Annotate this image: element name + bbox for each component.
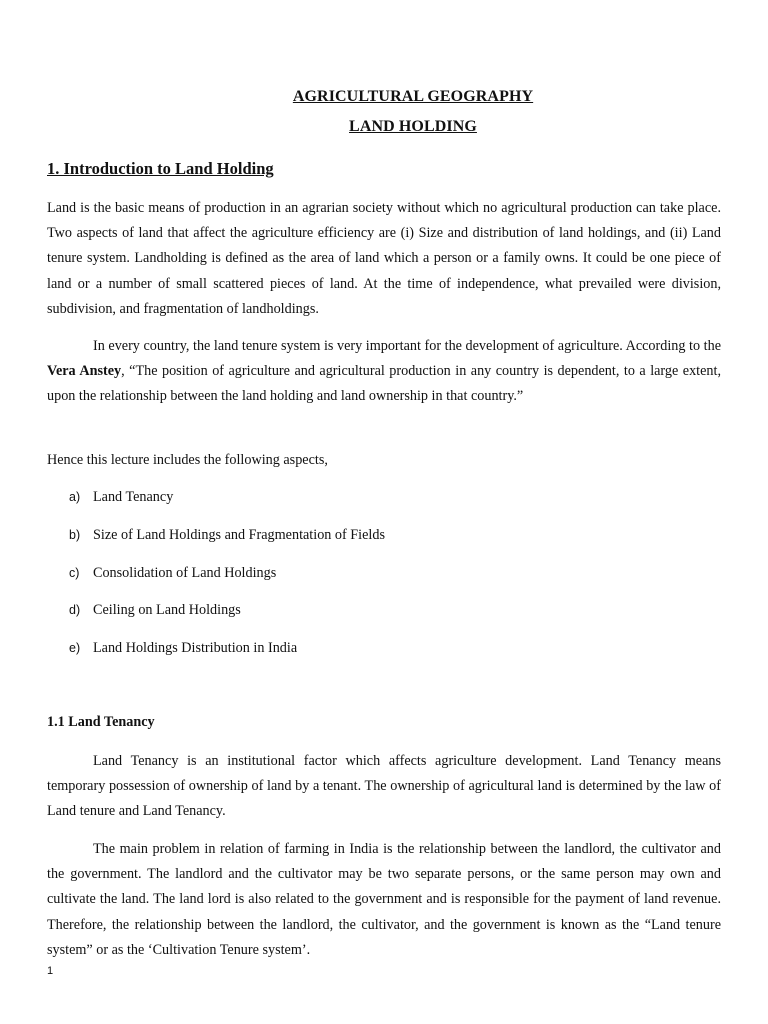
list-item-text: Land Tenancy — [93, 489, 174, 505]
list-item-text: Ceiling on Land Holdings — [93, 602, 241, 618]
tenure-paragraph — [47, 334, 721, 410]
list-item-text: Land Holdings Distribution in India — [93, 640, 298, 656]
list-item — [69, 525, 385, 545]
list-marker: d) — [69, 603, 81, 617]
section-heading: 1. Introduction to Land Holding — [47, 159, 274, 178]
document-title: AGRICULTURAL GEOGRAPHY — [292, 88, 534, 105]
list-item-text: Consolidation of Land Holdings — [93, 565, 277, 581]
list-item — [69, 600, 241, 620]
intro-paragraph: Land is the basic means of production in an agrarian society without which no agricultural production can take place. Two aspects of land that affect the agriculture efficiency are (i) Size and distribution of land holdings, and (ii) Land tenure system. Landholding is defined as the area of land which a person or a family owns. It could be one piece of land or a number of small scattered pieces of land. At the time of independence, what prevailed were division, subdivision, and fragmentation of landholdings. — [47, 200, 721, 317]
subsection-heading: 1.1 Land Tenancy — [47, 714, 155, 730]
list-item — [69, 563, 276, 583]
author-name: Vera Anstey — [47, 363, 122, 380]
page-number: 1 — [47, 965, 54, 977]
document-subtitle: LAND HOLDING — [349, 118, 477, 135]
list-marker: a) — [69, 490, 81, 504]
list-item — [69, 487, 173, 507]
tenancy-paragraph: Land Tenancy is an institutional factor which affects agriculture development. Land Tenancy means temporary possession of ownership of land by a tenant. The ownership of agricultural land is determined by the law of Land tenure and Land Tenancy. — [47, 753, 721, 820]
list-marker: c) — [69, 566, 80, 580]
list-marker: b) — [69, 528, 81, 542]
tenure-paragraph-quote: , “The position of agriculture and agricultural production in any country is dependent, to a large extent, upon the relationship between the land holding and land ownership in that country.” — [47, 363, 721, 405]
list-marker: e) — [69, 641, 81, 655]
list-item — [69, 638, 297, 658]
farming-problem-paragraph: The main problem in relation of farming in India is the relationship between the landlord, the cultivator and the government. The landlord and the cultivator may be two separate persons, or the same person may own and cultivate the land. The land lord is also related to the government and is responsible for the payment of land revenue. Therefore, the relationship between the landlord, the cultivator, and the government is known as the “Land tenure system” or as the ‘Cultivation Tenure system’. — [47, 841, 721, 958]
aspects-intro: Hence this lecture includes the following aspects, — [47, 452, 328, 468]
list-item-text: Size of Land Holdings and Fragmentation of Fields — [93, 527, 385, 543]
tenure-paragraph-start: In every country, the land tenure system is very important for the development of agriculture. According to the — [93, 338, 721, 354]
